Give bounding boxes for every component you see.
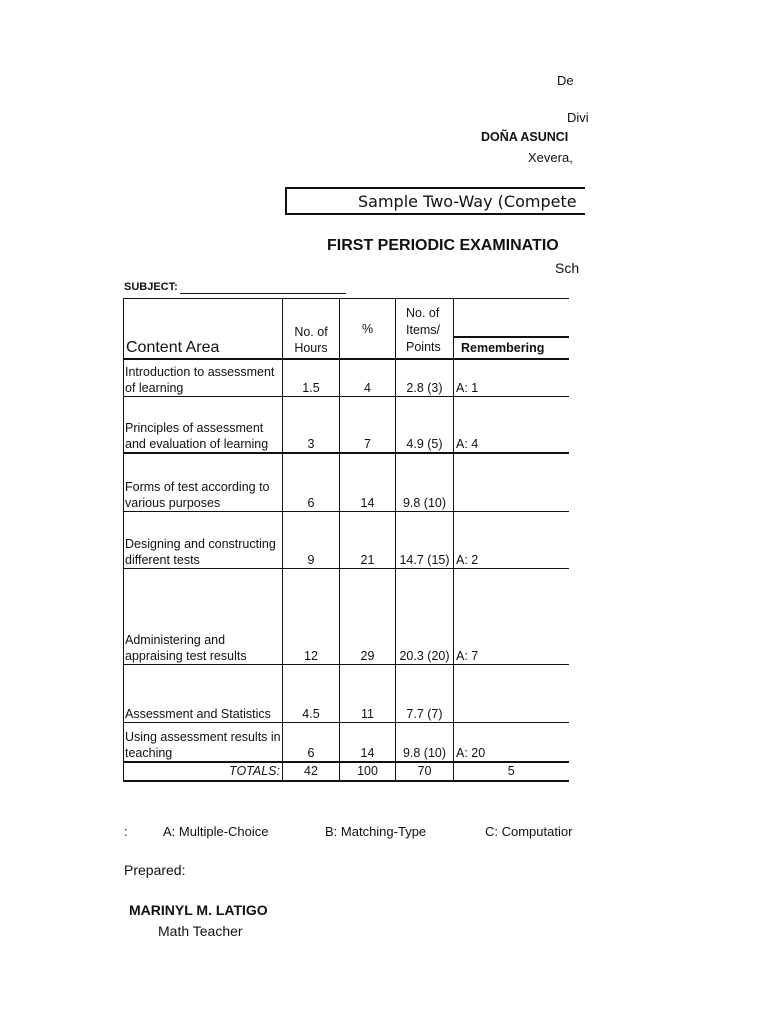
- items-cell: 9.8 (10): [396, 723, 454, 762]
- table-of-specifications: [123, 298, 569, 782]
- items-cell: 4.9 (5): [396, 397, 454, 453]
- header-content-area: Content Area: [124, 299, 283, 359]
- remembering-cell: A: 1: [454, 359, 569, 397]
- items-cell: 2.8 (3): [396, 359, 454, 397]
- totals-row: [124, 762, 569, 781]
- remembering-cell: A: 7: [454, 569, 569, 665]
- legend-computation: C: Computatior: [485, 824, 573, 839]
- exam-title: FIRST PERIODIC EXAMINATIO: [327, 237, 559, 254]
- percent-cell: 14: [340, 453, 396, 512]
- content-area-cell: Introduction to assessment of learning: [124, 359, 283, 397]
- remembering-cell: [454, 665, 569, 723]
- hours-cell: 4.5: [283, 665, 340, 723]
- percent-cell: 7: [340, 397, 396, 453]
- table-row: [124, 665, 569, 723]
- exam-subtitle: Sch: [555, 260, 580, 276]
- table-row: [124, 723, 569, 762]
- hours-cell: 12: [283, 569, 340, 665]
- totals-percent: 100: [340, 762, 396, 781]
- remembering-cell: A: 20: [454, 723, 569, 762]
- remembering-cell: A: 4: [454, 397, 569, 453]
- subject-blank-line: [180, 293, 346, 294]
- content-area-cell: Administering and appraising test results: [124, 569, 283, 665]
- prepared-label: Prepared:: [124, 862, 186, 878]
- percent-cell: 4: [340, 359, 396, 397]
- table-row: [124, 397, 569, 453]
- hours-cell: 6: [283, 453, 340, 512]
- percent-cell: 11: [340, 665, 396, 723]
- subject-label: SUBJECT:: [124, 281, 178, 293]
- header-hours: No. of Hours: [283, 299, 340, 359]
- table-row: [124, 569, 569, 665]
- hours-cell: 6: [283, 723, 340, 762]
- items-cell: 7.7 (7): [396, 665, 454, 723]
- document-title: Sample Two-Way (Compete: [285, 187, 585, 215]
- hours-cell: 1.5: [283, 359, 340, 397]
- hours-cell: 9: [283, 512, 340, 569]
- content-area-cell: Assessment and Statistics: [124, 665, 283, 723]
- hours-cell: 3: [283, 397, 340, 453]
- content-area-cell: Principles of assessment and evaluation of learning: [124, 397, 283, 453]
- signatory-title: Math Teacher: [158, 923, 243, 939]
- percent-cell: 14: [340, 723, 396, 762]
- items-cell: 20.3 (20): [396, 569, 454, 665]
- legend-multiple-choice: A: Multiple-Choice: [163, 824, 269, 839]
- table-row: [124, 512, 569, 569]
- content-area-cell: Using assessment results in teaching: [124, 723, 283, 762]
- content-area-cell: Designing and constructing different tests: [124, 512, 283, 569]
- percent-cell: 21: [340, 512, 396, 569]
- school-name: DOÑA ASUNCI: [481, 130, 569, 144]
- totals-hours: 42: [283, 762, 340, 781]
- totals-remembering: 5: [454, 762, 569, 781]
- legend-matching-type: B: Matching-Type: [325, 824, 427, 839]
- items-cell: 9.8 (10): [396, 453, 454, 512]
- header-items: No. of Items/ Points: [396, 299, 454, 359]
- header-cognitive-levels: [454, 299, 569, 337]
- header-line-1: De: [557, 73, 574, 88]
- signatory-name: MARINYL M. LATIGO: [129, 902, 268, 918]
- school-address: Xevera,: [528, 150, 573, 165]
- table-row: [124, 453, 569, 512]
- header-percent: %: [340, 299, 396, 359]
- items-cell: 14.7 (15): [396, 512, 454, 569]
- content-area-cell: Forms of test according to various purposes: [124, 453, 283, 512]
- percent-cell: 29: [340, 569, 396, 665]
- table-row: [124, 359, 569, 397]
- legend-prefix: :: [124, 824, 128, 839]
- totals-items: 70: [396, 762, 454, 781]
- totals-label: TOTALS:: [124, 762, 283, 781]
- header-remembering: Remembering: [454, 337, 569, 359]
- remembering-cell: A: 2: [454, 512, 569, 569]
- header-line-2: Divi: [567, 110, 589, 125]
- remembering-cell: [454, 453, 569, 512]
